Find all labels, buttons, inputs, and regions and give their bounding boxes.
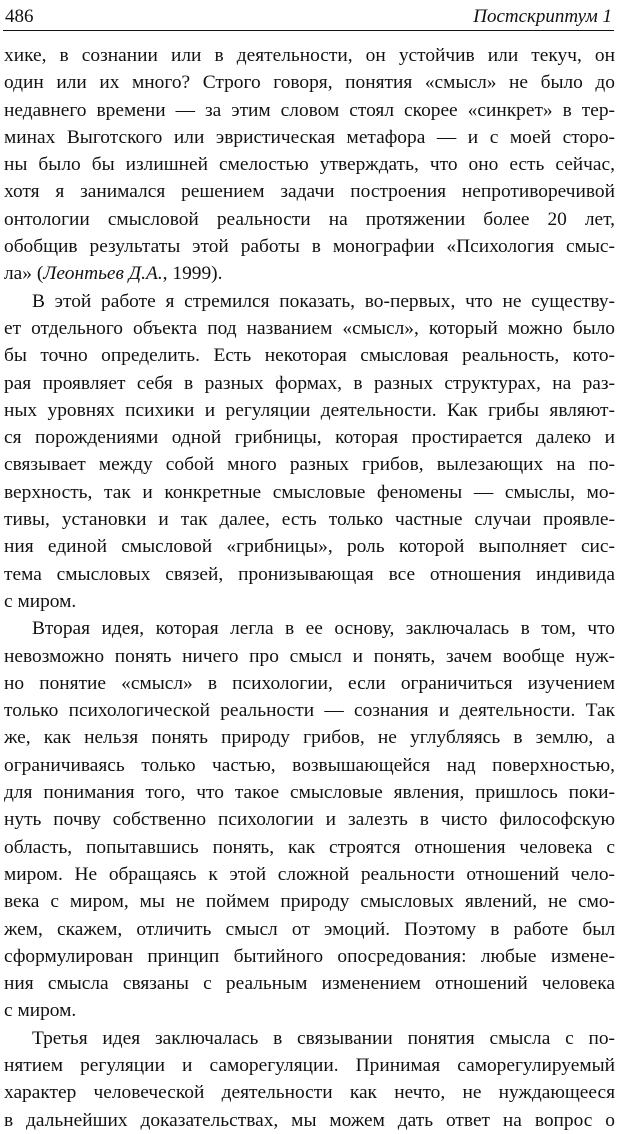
text-line: [4, 916, 615, 943]
text-line: [4, 943, 615, 970]
text-line: [4, 1107, 615, 1134]
line-text: тивы, установки и так далее, есть только частные случаи проявле-: [4, 509, 615, 531]
text-line: [4, 42, 615, 69]
page-number: 486: [5, 6, 34, 27]
line-text: только психологической реальности — сознания и деятельности. Так: [4, 700, 615, 722]
citation-author: Леонтьев Д.А.: [43, 263, 163, 285]
text-line: [4, 397, 615, 424]
text-line: [4, 69, 615, 96]
line-text: характер человеческой деятельности как нечто, не нуждающееся: [4, 1082, 615, 1104]
text-line: [4, 588, 615, 615]
text-line: [4, 370, 615, 397]
line-text: хотя я занимался решением задачи построения непротиворечивой: [4, 181, 615, 203]
text-line: [4, 97, 615, 124]
line-text: в дальнейших доказательствах, мы можем дать ответ на вопрос о: [4, 1109, 615, 1131]
text-line: [4, 206, 615, 233]
line-text: но понятие «смысл» в психологии, если ограничиться изучением: [4, 672, 615, 694]
line-text: верхность, так и конкретные смысловые феномены — смыслы, мо-: [4, 481, 615, 503]
line-text: Вторая идея, которая легла в ее основу, заключалась в том, что: [32, 618, 615, 640]
line-text: же, как нельзя понять природу грибов, не углубляясь в землю, а: [4, 727, 615, 749]
line-text: Третья идея заключалась в связывании понятия смысла с по-: [32, 1027, 615, 1049]
text-line: [4, 643, 615, 670]
line-text: с миром.: [4, 590, 77, 612]
text-line: [4, 1079, 615, 1106]
running-head: Постскриптум 1: [473, 6, 612, 27]
body-text: [4, 42, 615, 1134]
line-text: ла» (: [4, 263, 44, 285]
text-line: [4, 752, 615, 779]
line-text: недавнего времени — за этим словом стоял скорее «синкрет» в тер-: [4, 99, 615, 121]
line-text: обобщив результаты этой работы в монографии «Психология смыс-: [4, 236, 615, 258]
text-line: [4, 260, 615, 287]
text-line: [4, 533, 615, 560]
line-text: В этой работе я стремился показать, во-первых, что не существу-: [32, 290, 615, 312]
line-text: ет отдельного объекта под названием «смысл», который можно было: [4, 317, 615, 339]
text-line: [4, 724, 615, 751]
line-text: тема смысловых связей, пронизывающая все отношения индивида: [4, 563, 615, 585]
text-line: [4, 970, 615, 997]
line-text: онтологии смысловой реальности на протяжении более 20 лет,: [4, 208, 615, 230]
line-text: века с миром, мы не поймем природу смысловых явлений, не смо-: [4, 891, 615, 913]
text-line: [4, 1025, 615, 1052]
line-text: ся порождениями одной грибницы, которая простирается далеко и: [4, 427, 615, 449]
line-text: нуть почву собственно психологии и залезть в чисто философскую: [4, 809, 615, 831]
text-line: [4, 670, 615, 697]
text-line: [4, 451, 615, 478]
text-line: [4, 342, 615, 369]
line-text: миром. Не обращаясь к этой сложной реальности отношений чело-: [4, 863, 615, 885]
line-text: сформулирован принцип бытийного опосредования: любые измене-: [4, 945, 615, 967]
text-line: [4, 806, 615, 833]
text-line: [4, 697, 615, 724]
text-line: [4, 888, 615, 915]
line-text: с миром.: [4, 1000, 77, 1022]
line-text: ограничиваясь только частью, возвышающейся над поверхностью,: [4, 754, 615, 776]
text-line: [4, 233, 615, 260]
text-line: [4, 479, 615, 506]
line-text: ния единой смысловой «грибницы», роль которой выполняет сис-: [4, 536, 615, 558]
text-line: [4, 288, 615, 315]
line-text: связывает между собой много разных грибов, вылезающих на по-: [4, 454, 615, 476]
text-line: [4, 124, 615, 151]
line-text: ных уровнях психики и регуляции деятельности. Как грибы являют-: [4, 399, 615, 421]
text-line: [4, 151, 615, 178]
text-line: [4, 424, 615, 451]
text-line: [4, 561, 615, 588]
line-text: минах Выготского или эвристическая метафора — и с моей сторо-: [4, 126, 615, 148]
text-line: [4, 997, 615, 1024]
line-text: нятием регуляции и саморегуляции. Принимая саморегулируемый: [4, 1054, 615, 1076]
text-line: [4, 615, 615, 642]
line-text: хике, в сознании или в деятельности, он устойчив или текуч, он: [4, 45, 615, 66]
text-line: [4, 506, 615, 533]
line-text: бы точно определить. Есть некоторая смысловая реальность, кото-: [4, 345, 615, 367]
line-text: ны было бы излишней смелостью утверждать, что оно есть сейчас,: [4, 154, 615, 176]
line-text-tail: , 1999).: [162, 263, 223, 285]
text-line: [4, 178, 615, 205]
line-text: один или их много? Строго говоря, понятия «смысл» не было до: [4, 72, 615, 94]
line-text: жем, скажем, отличить смысл от эмоций. Поэтому в работе был: [4, 918, 615, 940]
text-line: [4, 834, 615, 861]
line-text: ния смысла связаны с реальным изменением отношений человека: [4, 973, 615, 995]
line-text: рая проявляет себя в разных формах, в разных структурах, на раз-: [4, 372, 615, 394]
text-line: [4, 779, 615, 806]
line-text: невозможно понять ничего про смысл и понять, зачем вообще нуж-: [4, 645, 615, 667]
text-line: [4, 315, 615, 342]
line-text: для понимания того, что такое смысловые явления, пришлось поки-: [4, 782, 615, 804]
text-line: [4, 1052, 615, 1079]
page-header: [3, 6, 614, 31]
text-line: [4, 861, 615, 888]
line-text: область, попытавшись понять, как строятся отношения человека с: [4, 836, 615, 858]
